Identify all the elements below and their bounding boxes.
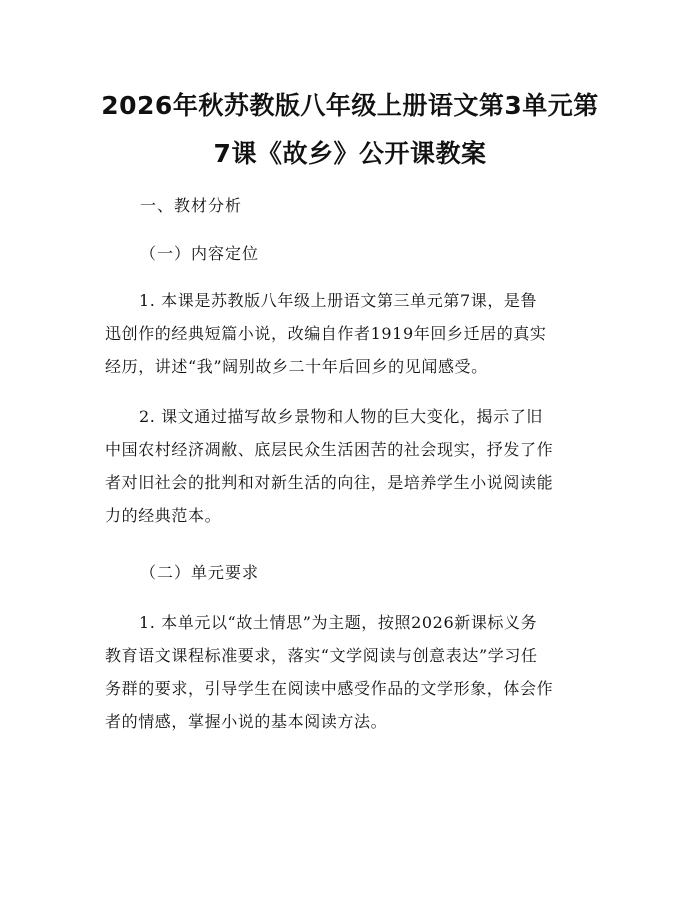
- paragraph-2: [105, 400, 601, 532]
- paragraph-line: 经历，讲述“我”阔别故乡二十年后回乡的见闻感受。: [105, 357, 488, 376]
- paragraph-1: [105, 284, 601, 383]
- document-title-line-1: 2026年秋苏教版八年级上册语文第3单元第: [101, 91, 599, 120]
- paragraph-line: 务群的要求，引导学生在阅读中感受作品的文学形象，体会作: [105, 679, 554, 698]
- paragraph-line: 力的经典范本。: [105, 506, 222, 525]
- subsection-heading-content-positioning: （一）内容定位: [140, 244, 260, 263]
- paragraph-line: 1. 本单元以“故土情思”为主题，按照2026新课标义务: [139, 613, 538, 632]
- subsection-heading-unit-requirements: （二）单元要求: [140, 563, 260, 582]
- document-title-line-2: 7课《故乡》公开课教案: [213, 139, 487, 168]
- paragraph-line: 中国农村经济凋敝、底层民众生活困苦的社会现实，抒发了作: [105, 440, 554, 459]
- paragraph-line: 者对旧社会的批判和对新生活的向往，是培养学生小说阅读能: [105, 473, 554, 492]
- paragraph-3: [105, 606, 601, 738]
- paragraph-line: 者的情感，掌握小说的基本阅读方法。: [105, 712, 388, 731]
- paragraph-line: 迅创作的经典短篇小说，改编自作者1919年回乡迁居的真实: [105, 324, 547, 343]
- paragraph-line: 1. 本课是苏教版八年级上册语文第三单元第7课，是鲁: [139, 291, 538, 310]
- paragraph-line: 教育语文课程标准要求，落实“文学阅读与创意表达”学习任: [105, 646, 538, 665]
- paragraph-line: 2. 课文通过描写故乡景物和人物的巨大变化，揭示了旧: [139, 407, 543, 426]
- section-heading-textbook-analysis: 一、教材分析: [140, 196, 243, 215]
